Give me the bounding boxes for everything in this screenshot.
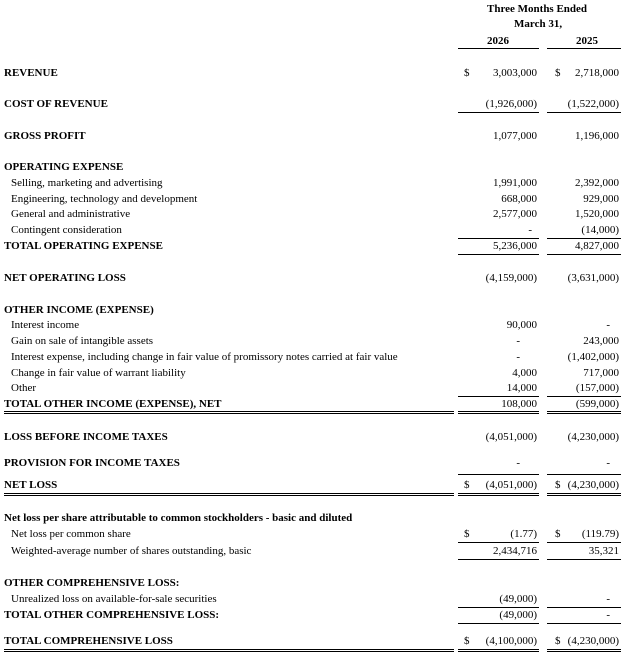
net-loss-per-share-2025: (119.79) [581, 528, 619, 540]
weighted-shares-2025: 35,321 [588, 545, 619, 557]
gross-profit-2025: 1,196,000 [575, 130, 619, 142]
interest-expense-2026: - [516, 351, 520, 363]
rule [547, 623, 621, 624]
engineering-2026: 668,000 [501, 193, 537, 205]
interest-expense-label: Interest expense, including change in fair value of promissory notes carried at fair value [11, 351, 398, 363]
provision-taxes-label: PROVISION FOR INCOME TAXES [4, 457, 180, 469]
warrant-change-2025: 717,000 [583, 367, 619, 379]
unrealized-loss-2025: - [606, 593, 610, 605]
contingent-label: Contingent consideration [11, 224, 122, 236]
net-loss-per-share-label: Net loss per common share [11, 528, 131, 540]
total-other-income-label: TOTAL OTHER INCOME (EXPENSE), NET [4, 398, 222, 410]
warrant-change-2026: 4,000 [512, 367, 537, 379]
engineering-2025: 929,000 [583, 193, 619, 205]
rule [547, 607, 621, 608]
general-admin-label: General and administrative [11, 208, 131, 220]
contingent-2026: - [528, 224, 532, 236]
operating-expense-header: OPERATING EXPENSE [4, 161, 124, 173]
net-operating-loss-2025: (3,631,000) [567, 272, 619, 284]
rule [458, 474, 539, 475]
net-loss-2025: (4,230,000) [567, 479, 619, 491]
tcl-dollar-2026: $ [464, 635, 470, 647]
other-2026: 14,000 [506, 382, 537, 394]
rule [458, 623, 539, 624]
rule [458, 254, 539, 255]
selling-marketing-label: Selling, marketing and advertising [11, 177, 163, 189]
loss-before-taxes-2025: (4,230,000) [567, 431, 619, 443]
loss-before-taxes-2026: (4,051,000) [485, 431, 537, 443]
other-income-header: OTHER INCOME (EXPENSE) [4, 304, 154, 316]
total-comprehensive-loss-2026: (4,100,000) [485, 635, 537, 647]
net-loss-dollar-2026: $ [464, 479, 470, 491]
period-header-line2: March 31, [514, 18, 563, 30]
revenue-label: REVENUE [4, 67, 58, 79]
gain-intangible-label: Gain on sale of intangible assets [11, 335, 154, 347]
rule [458, 396, 539, 397]
total-other-income-2026: 108,000 [501, 398, 537, 410]
rule [547, 238, 621, 239]
net-loss-dollar-2025: $ [555, 479, 561, 491]
total-ocl-2025: - [606, 609, 610, 621]
header-underline-2025 [547, 48, 621, 49]
per-share-header: Net loss per share attributable to common stockholders - basic and diluted [4, 512, 353, 524]
double-rule [4, 411, 454, 414]
cost-of-revenue-label: COST OF REVENUE [4, 98, 108, 110]
selling-marketing-2025: 2,392,000 [575, 177, 619, 189]
double-rule [4, 649, 454, 652]
rule [547, 254, 621, 255]
gross-profit-label: GROSS PROFIT [4, 130, 86, 142]
rule [547, 396, 621, 397]
interest-expense-2025: (1,402,000) [567, 351, 619, 363]
net-operating-loss-label: NET OPERATING LOSS [4, 272, 126, 284]
rule [458, 542, 539, 543]
contingent-2025: (14,000) [581, 224, 619, 236]
per-share-dollar-2025: $ [555, 528, 561, 540]
tcl-dollar-2025: $ [555, 635, 561, 647]
warrant-change-label: Change in fair value of warrant liability [11, 367, 186, 379]
double-rule [547, 493, 621, 496]
total-comprehensive-loss-2025: (4,230,000) [567, 635, 619, 647]
rule [547, 559, 621, 560]
unrealized-loss-label: Unrealized loss on available-for-sale securities [11, 593, 217, 605]
total-operating-expense-2026: 5,236,000 [493, 240, 537, 252]
net-operating-loss-2026: (4,159,000) [485, 272, 537, 284]
double-rule [547, 411, 621, 414]
header-underline-2026 [458, 48, 539, 49]
general-admin-2025: 1,520,000 [575, 208, 619, 220]
interest-income-2025: - [606, 319, 610, 331]
ocl-header: OTHER COMPREHENSIVE LOSS: [4, 577, 180, 589]
selling-marketing-2026: 1,991,000 [493, 177, 537, 189]
other-label: Other [11, 382, 37, 394]
revenue-2026: 3,003,000 [493, 67, 537, 79]
double-rule [4, 493, 454, 496]
rule [458, 112, 539, 113]
net-loss-2026: (4,051,000) [485, 479, 537, 491]
loss-before-taxes-label: LOSS BEFORE INCOME TAXES [4, 431, 168, 443]
other-2025: (157,000) [575, 382, 619, 394]
double-rule [458, 411, 539, 414]
column-header-2026: 2026 [487, 35, 509, 47]
general-admin-2026: 2,577,000 [493, 208, 537, 220]
engineering-label: Engineering, technology and development [11, 193, 198, 205]
total-other-income-2025: (599,000) [575, 398, 619, 410]
total-comprehensive-loss-label: TOTAL COMPREHENSIVE LOSS [4, 635, 173, 647]
column-header-2025: 2025 [576, 35, 598, 47]
period-header-line1: Three Months Ended [487, 3, 588, 15]
weighted-shares-label: Weighted-average number of shares outstanding, basic [11, 545, 252, 557]
rule [458, 607, 539, 608]
cost-of-revenue-2026: (1,926,000) [485, 98, 537, 110]
weighted-shares-2026: 2,434,716 [493, 545, 537, 557]
gain-intangible-2026: - [516, 335, 520, 347]
cost-of-revenue-2025: (1,522,000) [567, 98, 619, 110]
net-loss-per-share-2026: (1.77) [510, 528, 537, 540]
total-operating-expense-label: TOTAL OPERATING EXPENSE [4, 240, 163, 252]
provision-taxes-2026: - [516, 457, 520, 469]
double-rule [458, 649, 539, 652]
gross-profit-2026: 1,077,000 [493, 130, 537, 142]
revenue-2025: 2,718,000 [575, 67, 619, 79]
rule [547, 474, 621, 475]
total-ocl-2026: (49,000) [499, 609, 537, 621]
rule [547, 112, 621, 113]
total-ocl-label: TOTAL OTHER COMPREHENSIVE LOSS: [4, 609, 220, 621]
interest-income-2026: 90,000 [506, 319, 537, 331]
double-rule [547, 649, 621, 652]
interest-income-label: Interest income [11, 319, 80, 331]
revenue-dollar-2026: $ [464, 67, 470, 79]
double-rule [458, 493, 539, 496]
per-share-dollar-2026: $ [464, 528, 470, 540]
provision-taxes-2025: - [606, 457, 610, 469]
gain-intangible-2025: 243,000 [583, 335, 619, 347]
rule [458, 238, 539, 239]
rule [547, 542, 621, 543]
net-loss-label: NET LOSS [4, 479, 58, 491]
total-operating-expense-2025: 4,827,000 [575, 240, 619, 252]
rule [458, 559, 539, 560]
unrealized-loss-2026: (49,000) [499, 593, 537, 605]
revenue-dollar-2025: $ [555, 67, 561, 79]
